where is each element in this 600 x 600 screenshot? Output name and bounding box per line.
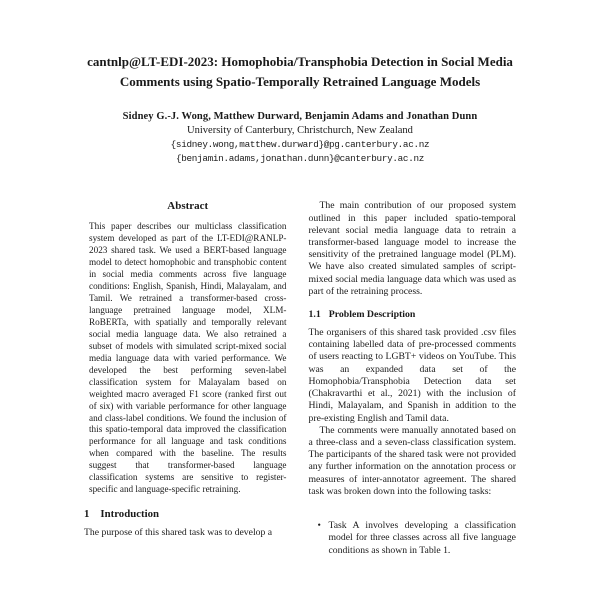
bullet-icon: • [317,520,321,532]
introduction-paragraph: The purpose of this shared task was to develop a [84,527,273,539]
subsection-title: Problem Description [328,309,416,321]
problem-description-paragraph-2: The comments were manually annotated based on a three-class and a seven-class classification system. The participants of the shared task were not provided any further information on the annotation process or measures of inter-annotator agreement. The shared task was broken down into the following tasks: [308,424,516,497]
email-line-1: {sidney.wong,matthew.durward}@pg.canterbury.ac.nz [170,139,430,151]
email-line-2: {benjamin.adams,jonathan.dunn}@canterbury.ac.nz [175,153,425,165]
section-heading-introduction [84,508,292,520]
left-column [84,200,292,539]
abstract-text: This paper describes our multiclass classification system developed as part of the LT-EDI@RANLP-2023 shared task. We used a BERT-based language model to detect homophobic and transphobic content in social media comments across five language conditions: English, Spanish, Hindi, Malayalam, and Tamil. We retrained a transformer-based cross-language pretrained language model, XLM-RoBERTa, with spatially and temporally relevant social media language data. We also retrained a subset of models with simulated script-mixed social media language data with varied performance. We developed the best performing seven-label classification system for Malayalam based on weighted macro averaged F1 score (ranked first out of six) with variable performance for other language and class-label conditions. We found the inclusion of this spatio-temporal data improved the classification performance for all language and task conditions when compared with the baseline. The results suggest that transformer-based language classification systems are sensitive to register-specific and language-specific retraining. [89,221,287,495]
subsection-number: 1.1 [308,309,321,321]
two-column-body [0,200,600,556]
task-a-description: Task A involves developing a classification model for three classes across all five language conditions as shown in Table 1. [328,520,516,556]
contribution-paragraph: The main contribution of our proposed system outlined in this paper included spatio-temporal relevant social media language data to retrain a transformer-based language model to increase the sensitivity of the pretrained language model (PLM). We have also created simulated samples of script-mixed social media language data which was used as part of the retraining process. [308,200,516,297]
abstract-heading: Abstract [167,200,209,213]
right-column [309,200,517,556]
task-list-item [309,520,517,557]
paper-title: cantnlp@LT-EDI-2023: Homophobia/Transphobia Detection in Social Media Comments using Spatio-Temporally Retrained Language Models [87,54,513,90]
section-title: Introduction [100,508,160,521]
paper-authors: Sidney G.-J. Wong, Matthew Durward, Benjamin Adams and Jonathan Dunn [122,111,478,123]
problem-description-paragraph-1: The organisers of this shared task provided .csv files containing labelled data of pre-processed comments of users reacting to LGBT+ videos on YouTube. This was an expanded data set of the Homophobia/Transphobia Detection data set (Chakravarthi et al., 2021) with the inclusion of Hindi, Malayalam, and Spanish in addition to the pre-existing English and Tamil data. [308,327,516,424]
subsection-heading-problem-description [309,309,517,320]
paper-affiliation: University of Canterbury, Christchurch, New Zealand [187,125,413,137]
section-number: 1 [84,508,90,521]
